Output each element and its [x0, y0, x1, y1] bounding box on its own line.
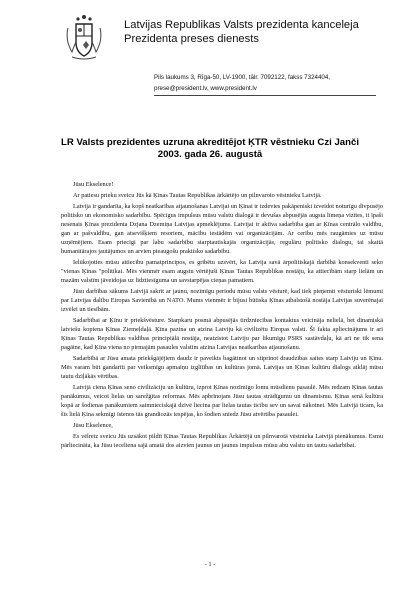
institution-line-1: Latvijas Republikas Valsts prezidenta kanceleja	[124, 19, 359, 31]
address-line-2: prese@president.lv, www.president.lv	[154, 85, 257, 92]
address-line-1: Pils laukums 3, Rīga-50, LV-1900, tālr. 7092122, fakss 7324404,	[154, 74, 330, 81]
paragraph: Es vēlreiz sveicu Jūs uzsākot pildīt Ķīnas Tautas Republikas Ārkārtējā un pilnvarotā vēstnieka Latvijā pienākumus. Esmu pārliecināta, ka Jūsu ieceliena sajā amatā dos aizvien jaunus un jaunus impulsus mūsu abu valstu un tautu sadarbībai.	[61, 433, 383, 449]
speech-body	[61, 180, 383, 452]
title-line-2: 2003. gada 26. augustā	[157, 149, 263, 160]
paragraph: Latvijā ciena Ķīnas seno civilizāciju un kultūru, izprot Ķīnas nozīmīgo lomu mūsdienu pasaulē. Mēs redzam Ķīnas tautas panākumus, veicot lielas un sarežģītas reformas. Mēs apbrīnojam Jūsu tautas strādīgumu un dinamismu. Ķīnas senā kultūra kopā ar šodienas panākumiem saimnieciskajā dzīvē liecina par lielas tautas ticību sev un savai nākotnei. Mēs Latvijā ticam, ka šīs lielā Ķīna sekmīgi īstenos tās grandiozās iespējas, ko šodien sniedz Jūsu atvērtība pasaulei.	[61, 384, 383, 418]
salutation: Jūsu Ekselence!	[73, 181, 114, 188]
paragraph: Sadarbībā ar Jūsu amata priekšgājējiem daudz ir paveikts bagātinot un stiprinot draudzības saites starp Latviju un Ķīnu. Mēs varam būt gandarīti par veiksmīgu apmaiņu izglītības un kultūras jomā. Latvijas un Ķīnas kultūru dialogs atklāj mūsu tautu dziļākās vērtības.	[61, 355, 383, 380]
paragraph: Sadarbībai ar Ķīnu ir priekšvēsture. Starpkaru posmā abpusējās tirdzniecības kontaktus veicināja nelielā, bet dinamiskā latviešu kopiena Ķīnas Ziemeļdaļā. Ķīna pazina un atzina Latviju kā civilizētu Eiropas valsti. Šī fakta apliecinājums ir arī Ķīnas Tautas Republikas valdības principiālā nostāja, neatzīstot Latviju par likumīgu PSRS sastāvdaļu, kā arī ne tik sena pagātne, kad Ķīna viena no pirmajām pasaules valstīm atzina Latvijas neatkarības atjaunošanu.	[61, 317, 383, 351]
letterhead	[58, 10, 378, 122]
paragraph: Ielūkojoties mūsu attiecību pamatprincipos, es gribētu uzsvērt, ka Latvija savā ārpolitiskajā darbībā konsekventi seko "vienas Ķīnas "politikai. Mēs vienmēr esam augstu vērtējuši Ķīnas Tautas Republikas nostāju, ka attiecībām starp lielām un mazām valstīm jāveidojas uz līdztiesīguma un savstarpējas cieņas pamatiem.	[61, 259, 383, 284]
paragraph: Jūsu darbības sākums Latvijā sakrīt ar jaunu, nozīmīgu periodu mūsu valsts vēsturē, kad tiek pieņemti vēsturiski lēmumi par Latvijas dalību Eiropas Savienībā un NATO. Mums vienmēr ir bijusi būtiska Ķīnas atbalstošā nostāja Latvijas suverēnajai izvēlei un tiesībām.	[61, 288, 383, 313]
paragraph: Latvija ir gandarīta, ka kopš neatkarības atjaunošanas Latvijai un Ķīnai ir izdevies pakāpeniski izveidot noturīgu divpusējo politisko un ekonomisko sadarbību. Spēcīgus impulsus mūsu valstu dialogā ir devušas abpusējās augsta līmeņa vizītes, it īpaši nesenais Ķīnas prezidenta Dzjana Dzemiņa Latvijas apmeklējums. Latvijai ir aktīva sadarbība gan ar Ķīnas centrālo valdību, gan ar pašvaldību, gan atsevišķiem resoriem, mācību iestādēm vai organizācijām. Ar cerību mēs raugāmies uz mūsu uzņēmējiem. Esam priecīgi par labu sadarbību starptautiskajās organizācijās, regulāru politisko dialogu, tai skaitā humanitārajos jautājumos un arvien pieaugošu praktisko sadarbību.	[61, 203, 383, 255]
coat-of-arms-icon	[64, 12, 104, 62]
closing-salutation: Jūsu Ekselence,	[73, 422, 113, 429]
institution-line-2: Prezidenta preses dienests	[124, 33, 259, 45]
paragraph: Ar patiesu prieku sveicu Jūs kā Ķīnas Tautas Republikas ārkārtējo un pilnvaroto vēstnieku Latvijā.	[73, 192, 322, 199]
institution-name	[124, 18, 384, 46]
title-line-1: LR Valsts prezidentes uzruna akreditējot ĶTR vēstnieku Czi Janči	[60, 137, 360, 148]
letterhead-divider	[154, 95, 376, 96]
page-number: - 1 -	[204, 561, 216, 568]
contact-address	[154, 72, 384, 94]
speech-title	[30, 137, 390, 161]
